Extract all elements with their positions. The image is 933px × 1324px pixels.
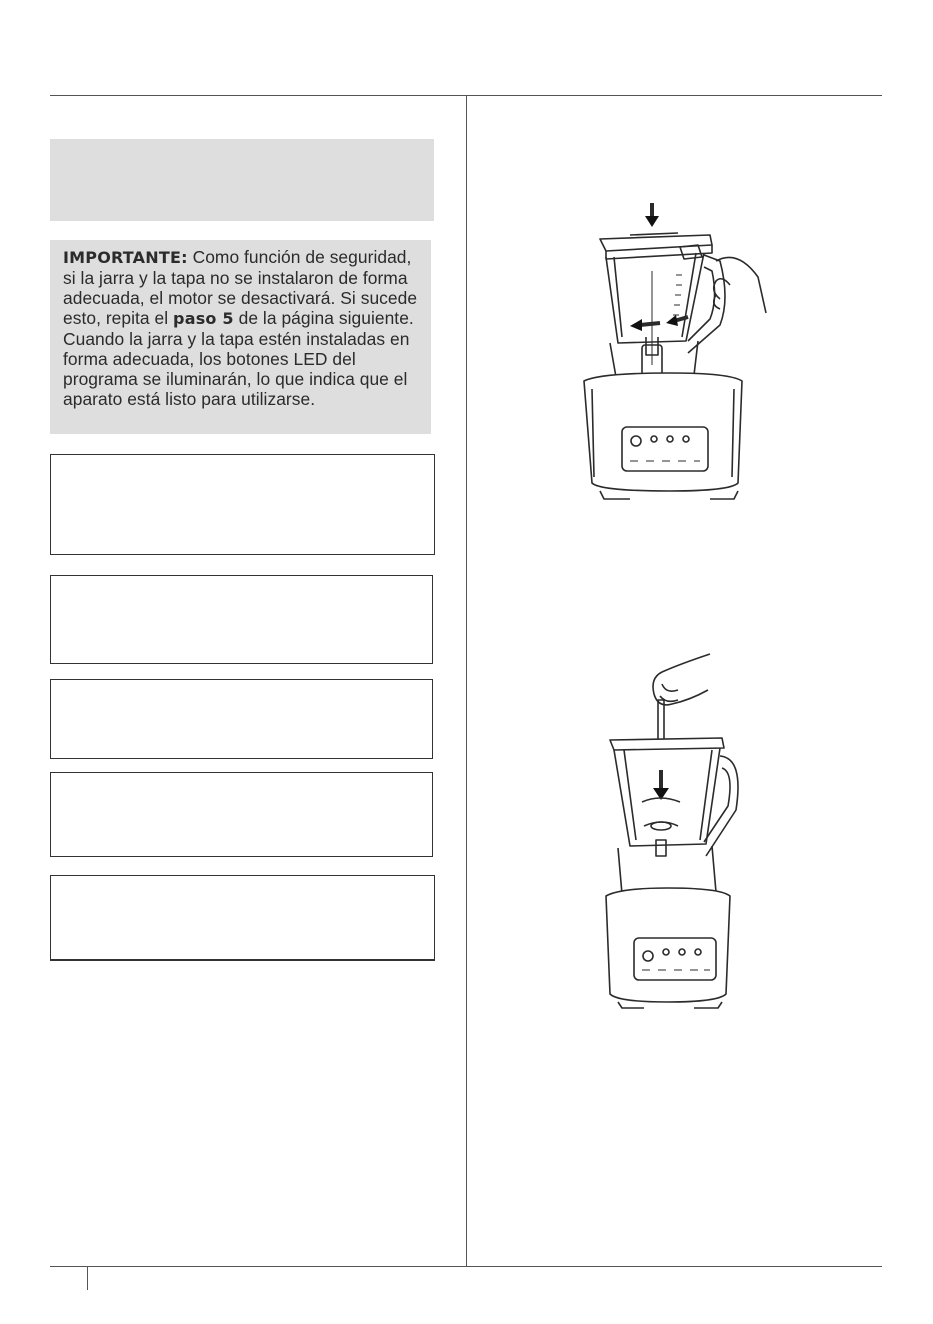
motor-base <box>584 373 742 491</box>
step-box-2 <box>50 575 433 664</box>
step-box-1 <box>50 454 435 555</box>
step-box-5 <box>50 875 435 961</box>
inward-arrow-left <box>640 323 660 325</box>
important-notice <box>50 240 431 434</box>
notice-text-2: de la página siguiente. Cuando la jarra y la tapa estén instaladas en forma adecuada, los botones LED del programa se iluminarán, lo que indica que el aparato está listo para utilizarse. <box>63 308 414 409</box>
notice-label: IMPORTANTE: <box>63 248 188 267</box>
notice-step-ref: paso 5 <box>173 309 234 328</box>
notice-text-1: Como función de seguridad, si la jarra y la tapa no se instalaron de forma adecuada, el motor se desactivará. Si sucede esto, repita el <box>63 247 418 328</box>
step-box-3 <box>50 679 433 759</box>
motor-base <box>606 888 730 1002</box>
blender-lid-lock-illustration <box>570 195 770 500</box>
page-number-marker <box>87 1266 88 1290</box>
column-divider <box>466 95 467 1266</box>
section-header-panel <box>50 139 434 221</box>
lid <box>600 235 712 251</box>
blade-assembly-insert-illustration <box>600 650 750 1010</box>
blade-shaft <box>658 700 664 744</box>
bottom-rule <box>50 1266 882 1267</box>
step-box-4 <box>50 772 433 857</box>
